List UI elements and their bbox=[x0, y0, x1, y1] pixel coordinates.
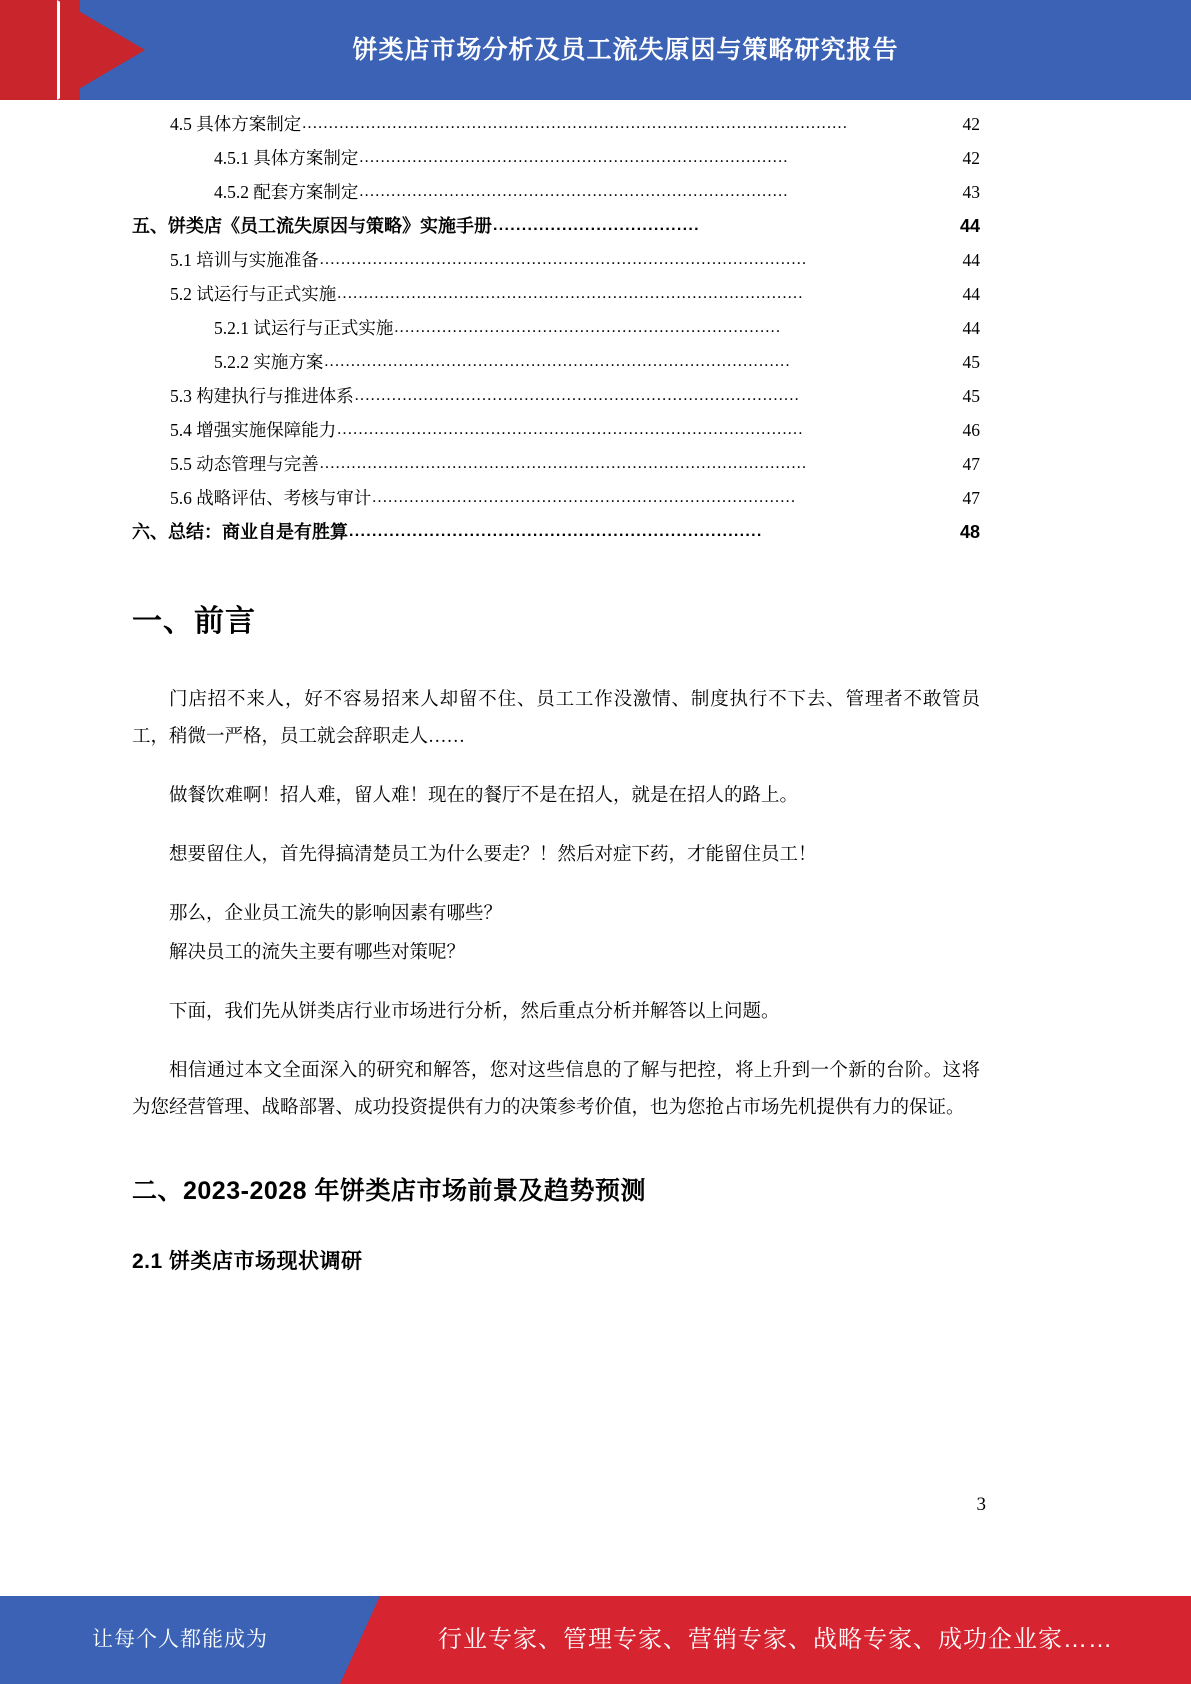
toc-entry-page: 48 bbox=[959, 522, 980, 542]
toc-entry[interactable] bbox=[132, 414, 980, 448]
toc-entry-label: 4.5 具体方案制定 bbox=[170, 114, 302, 134]
toc-entry-label: 5.5 动态管理与完善 bbox=[170, 454, 319, 474]
toc-entry-label: 五、饼类店《员工流失原因与策略》实施手册 bbox=[132, 216, 492, 236]
toc-leader-dots: ........................................................................................ bbox=[324, 353, 791, 370]
toc-entry[interactable] bbox=[132, 346, 980, 380]
subsection-heading-market-survey: 2.1 饼类店市场现状调研 bbox=[132, 1250, 363, 1273]
paragraph: 门店招不来人，好不容易招来人却留不住、员工工作没激情、制度执行不下去、管理者不敢管员工，稍微一严格，员工就会辞职走人…… bbox=[132, 690, 980, 747]
toc-entry-label: 六、总结：商业自是有胜算 bbox=[132, 522, 348, 542]
toc-leader-dots: ........................................................................................ bbox=[337, 421, 804, 438]
paragraph: 相信通过本文全面深入的研究和解答，您对这些信息的了解与把控，将上升到一个新的台阶。这将为您经营管理、战略部署、成功投资提供有力的决策参考价值，也为您抢占市场先机提供有力的保证。 bbox=[132, 1061, 980, 1118]
footer-slogan-left: 让每个人都能成为 bbox=[92, 1628, 268, 1651]
toc-entry-label: 4.5.2 配套方案制定 bbox=[214, 182, 359, 202]
toc-leader-dots: .................................... bbox=[493, 217, 700, 234]
toc-leader-dots: ............................................................................................ bbox=[319, 251, 808, 268]
page-header bbox=[0, 0, 1191, 100]
toc-leader-dots: ................................................................................. bbox=[359, 183, 789, 200]
toc-entry[interactable] bbox=[132, 380, 980, 414]
toc-entry-label: 4.5.1 具体方案制定 bbox=[214, 148, 359, 168]
toc-leader-dots: ....................................................................................................... bbox=[302, 115, 849, 132]
toc-entry-label: 5.2.2 实施方案 bbox=[214, 352, 324, 372]
toc-entry-page: 44 bbox=[959, 216, 980, 236]
toc-entry-page: 46 bbox=[962, 420, 980, 440]
toc-entry[interactable] bbox=[132, 244, 980, 278]
toc-entry-label: 5.1 培训与实施准备 bbox=[170, 250, 319, 270]
toc-leader-dots: .................................................................................... bbox=[354, 387, 800, 404]
spacer bbox=[132, 640, 980, 660]
section-heading-market-forecast: 二、2023-2028 年饼类店市场前景及趋势预测 bbox=[132, 1177, 647, 1205]
toc-leader-dots: ............................................................................................ bbox=[319, 455, 808, 472]
footer-slogan-right: 行业专家、管理专家、营销专家、战略专家、成功企业家…… bbox=[438, 1626, 1113, 1653]
toc-entry-page: 42 bbox=[962, 148, 980, 168]
section-heading-preface: 一、前言 bbox=[132, 605, 256, 638]
page-footer bbox=[0, 1596, 1191, 1684]
toc-entry-page: 47 bbox=[962, 454, 980, 474]
toc-entry[interactable] bbox=[132, 312, 980, 346]
toc-leader-dots: ........................................................................ bbox=[349, 523, 763, 540]
toc-entry-page: 44 bbox=[962, 250, 980, 270]
toc-entry[interactable] bbox=[132, 278, 980, 312]
toc-leader-dots: ................................................................................ bbox=[372, 489, 797, 506]
toc-entry-page: 42 bbox=[962, 114, 980, 134]
toc-leader-dots: ................................................................................. bbox=[359, 149, 789, 166]
table-of-contents bbox=[132, 108, 980, 550]
toc-entry-page: 47 bbox=[962, 488, 980, 508]
toc-entry[interactable] bbox=[132, 482, 980, 516]
toc-entry[interactable] bbox=[132, 108, 980, 142]
toc-entry-page: 44 bbox=[962, 318, 980, 338]
toc-entry-label: 5.3 构建执行与推进体系 bbox=[170, 386, 354, 406]
toc-entry[interactable] bbox=[132, 448, 980, 482]
toc-entry-label: 5.4 增强实施保障能力 bbox=[170, 420, 337, 440]
paragraph: 解决员工的流失主要有哪些对策呢？ bbox=[169, 943, 466, 963]
toc-entry[interactable] bbox=[132, 142, 980, 176]
toc-entry-page: 43 bbox=[962, 182, 980, 202]
toc-entry[interactable] bbox=[132, 210, 980, 244]
toc-entry[interactable] bbox=[132, 516, 980, 550]
toc-leader-dots: ........................................................................................ bbox=[337, 285, 804, 302]
toc-entry-page: 45 bbox=[962, 386, 980, 406]
toc-entry[interactable] bbox=[132, 176, 980, 210]
toc-entry-label: 5.2 试运行与正式实施 bbox=[170, 284, 337, 304]
paragraph: 做餐饮难啊！招人难，留人难！现在的餐厅不是在招人，就是在招人的路上。 bbox=[169, 786, 799, 806]
toc-entry-page: 44 bbox=[962, 284, 980, 304]
document-body bbox=[132, 108, 980, 1275]
toc-entry-label: 5.6 战略评估、考核与审计 bbox=[170, 488, 372, 508]
page-number: 3 bbox=[976, 1494, 986, 1515]
paragraph: 下面，我们先从饼类店行业市场进行分析，然后重点分析并解答以上问题。 bbox=[169, 1002, 780, 1022]
toc-entry-page: 45 bbox=[962, 352, 980, 372]
paragraph: 那么，企业员工流失的影响因素有哪些？ bbox=[169, 904, 503, 924]
toc-entry-label: 5.2.1 试运行与正式实施 bbox=[214, 318, 394, 338]
document-header-title: 饼类店市场分析及员工流失原因与策略研究报告 bbox=[352, 36, 899, 64]
toc-leader-dots: ......................................................................... bbox=[394, 319, 782, 336]
paragraph: 想要留住人，首先得搞清楚员工为什么要走？！然后对症下药，才能留住员工！ bbox=[169, 845, 817, 865]
